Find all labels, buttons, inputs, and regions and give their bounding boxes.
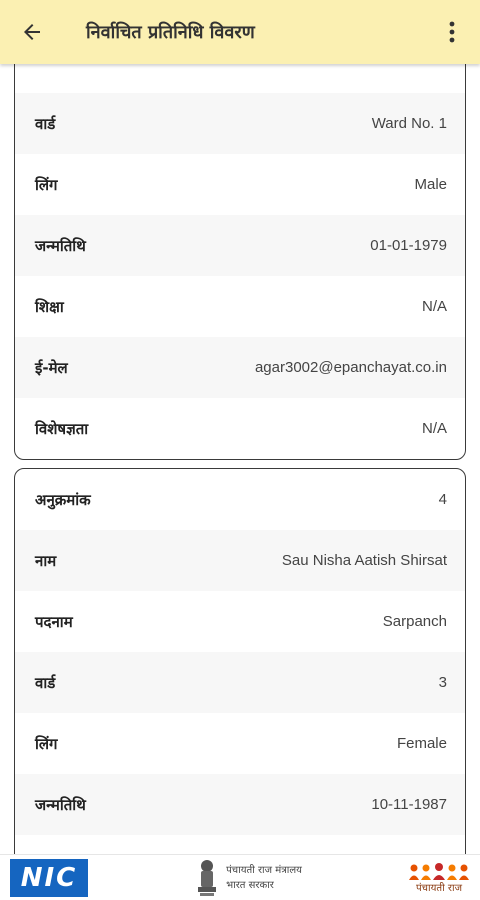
row-label: शिक्षा	[35, 297, 64, 316]
detail-row-gender	[15, 154, 465, 215]
ministry-logo	[194, 858, 302, 898]
people-icon	[408, 862, 470, 882]
row-label: वार्ड	[35, 114, 56, 133]
detail-row-dob	[15, 215, 465, 276]
representative-card	[14, 468, 466, 854]
row-label: नाम	[35, 551, 57, 570]
row-value: 10-11-1987	[371, 796, 447, 813]
row-label: वार्ड	[35, 673, 56, 692]
row-value: Female	[396, 735, 447, 752]
detail-row-name	[15, 530, 465, 591]
panchayati-raj-logo	[408, 862, 470, 894]
row-label: जन्मतिथि	[35, 795, 86, 814]
detail-row-expertise	[15, 398, 465, 459]
detail-row-email	[15, 337, 465, 398]
row-label: विशेषज्ञता	[35, 419, 89, 438]
government-name: भारत सरकार	[226, 879, 274, 891]
row-value: Sau Nisha Aatish Shirsat	[281, 552, 447, 569]
ministry-name: पंचायती राज मंत्रालय	[226, 864, 302, 876]
page-title: निर्वाचित प्रतिनिधि विवरण	[86, 22, 255, 43]
nic-logo: NIC	[10, 859, 88, 897]
more-vertical-icon	[449, 21, 455, 43]
row-value: Male	[414, 176, 447, 193]
row-value: agar3002@epanchayat.co.in	[254, 359, 447, 376]
row-label: ई-मेल	[35, 358, 68, 377]
row-label: लिंग	[35, 175, 58, 194]
detail-row-ward	[15, 93, 465, 154]
panchayati-raj-label: पंचायती राज	[416, 882, 462, 894]
details-scroll-area[interactable]	[0, 64, 480, 854]
row-label: लिंग	[35, 734, 58, 753]
row-label: पदनाम	[35, 612, 73, 631]
row-value: Sarpanch	[382, 613, 447, 630]
back-button[interactable]	[0, 0, 64, 64]
row-label: अनुक्रमांक	[35, 490, 91, 509]
detail-row-education	[15, 276, 465, 337]
arrow-left-icon	[20, 20, 44, 44]
national-emblem-icon	[194, 858, 220, 898]
row-value: 4	[438, 491, 447, 508]
row-value: 01-01-1979	[370, 237, 447, 254]
overflow-menu-button[interactable]	[432, 0, 472, 64]
row-value: 3	[438, 674, 447, 691]
detail-row-designation	[15, 591, 465, 652]
detail-row-gender	[15, 713, 465, 774]
representative-card	[14, 64, 466, 460]
row-label: जन्मतिथि	[35, 236, 86, 255]
detail-row-ward	[15, 652, 465, 713]
detail-row-empty	[15, 64, 465, 93]
row-value: N/A	[421, 420, 447, 437]
detail-row-serial	[15, 469, 465, 530]
footer-logos	[0, 854, 480, 900]
row-value: N/A	[421, 298, 447, 315]
row-value: Ward No. 1	[371, 115, 447, 132]
detail-row-dob	[15, 774, 465, 835]
app-bar	[0, 0, 480, 64]
